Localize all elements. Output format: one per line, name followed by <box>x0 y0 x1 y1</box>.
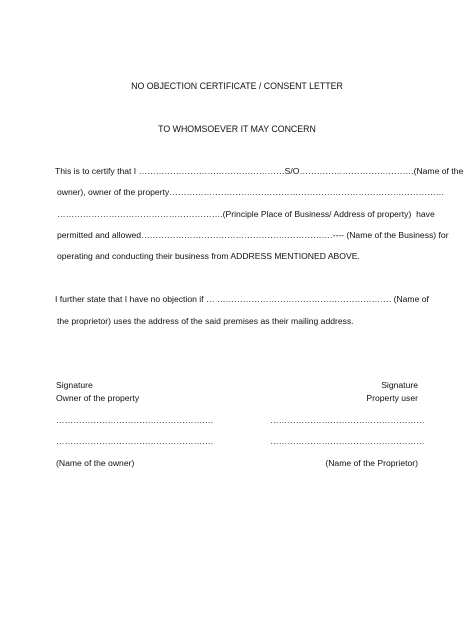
left-signature-line-2: ………………………………………………. <box>56 436 214 446</box>
left-signature-label: Signature <box>56 380 93 390</box>
document-subtitle: TO WHOMSOEVER IT MAY CONCERN <box>158 124 316 134</box>
body-line-4: permitted and allowed………………………………………………………….---- (Name of the Business) for <box>57 230 449 240</box>
right-signature-line-1: ……………………………………………… <box>270 415 425 425</box>
body-line-3: ………………………………………………….(Principle Place of Business/ Address of property) have <box>57 209 435 219</box>
statement-line-2: the proprietor) uses the address of the said premises as their mailing address. <box>57 316 354 326</box>
document-title: NO OBJECTION CERTIFICATE / CONSENT LETTER <box>131 81 343 91</box>
left-name-label: (Name of the owner) <box>56 458 135 468</box>
body-line-1: This is to certify that I ……………………………………………S/O………………………………….(Name of the <box>55 166 464 176</box>
right-signature-line-2: ……………………………………………… <box>270 436 425 446</box>
right-name-label: (Name of the Proprietor) <box>325 458 418 468</box>
right-signature-label: Signature <box>381 380 418 390</box>
body-line-2: owner), owner of the property…………………………………………………………………………………… <box>57 187 445 197</box>
right-signature-role: Property user <box>366 393 418 403</box>
left-signature-line-1: ………………………………………………. <box>56 415 214 425</box>
left-signature-role: Owner of the property <box>56 393 140 403</box>
body-line-5: operating and conducting their business from ADDRESS MENTIONED ABOVE. <box>57 251 360 261</box>
statement-line-1: I further state that I have no objection if … ……………………………………………………. (Name of <box>55 294 429 304</box>
